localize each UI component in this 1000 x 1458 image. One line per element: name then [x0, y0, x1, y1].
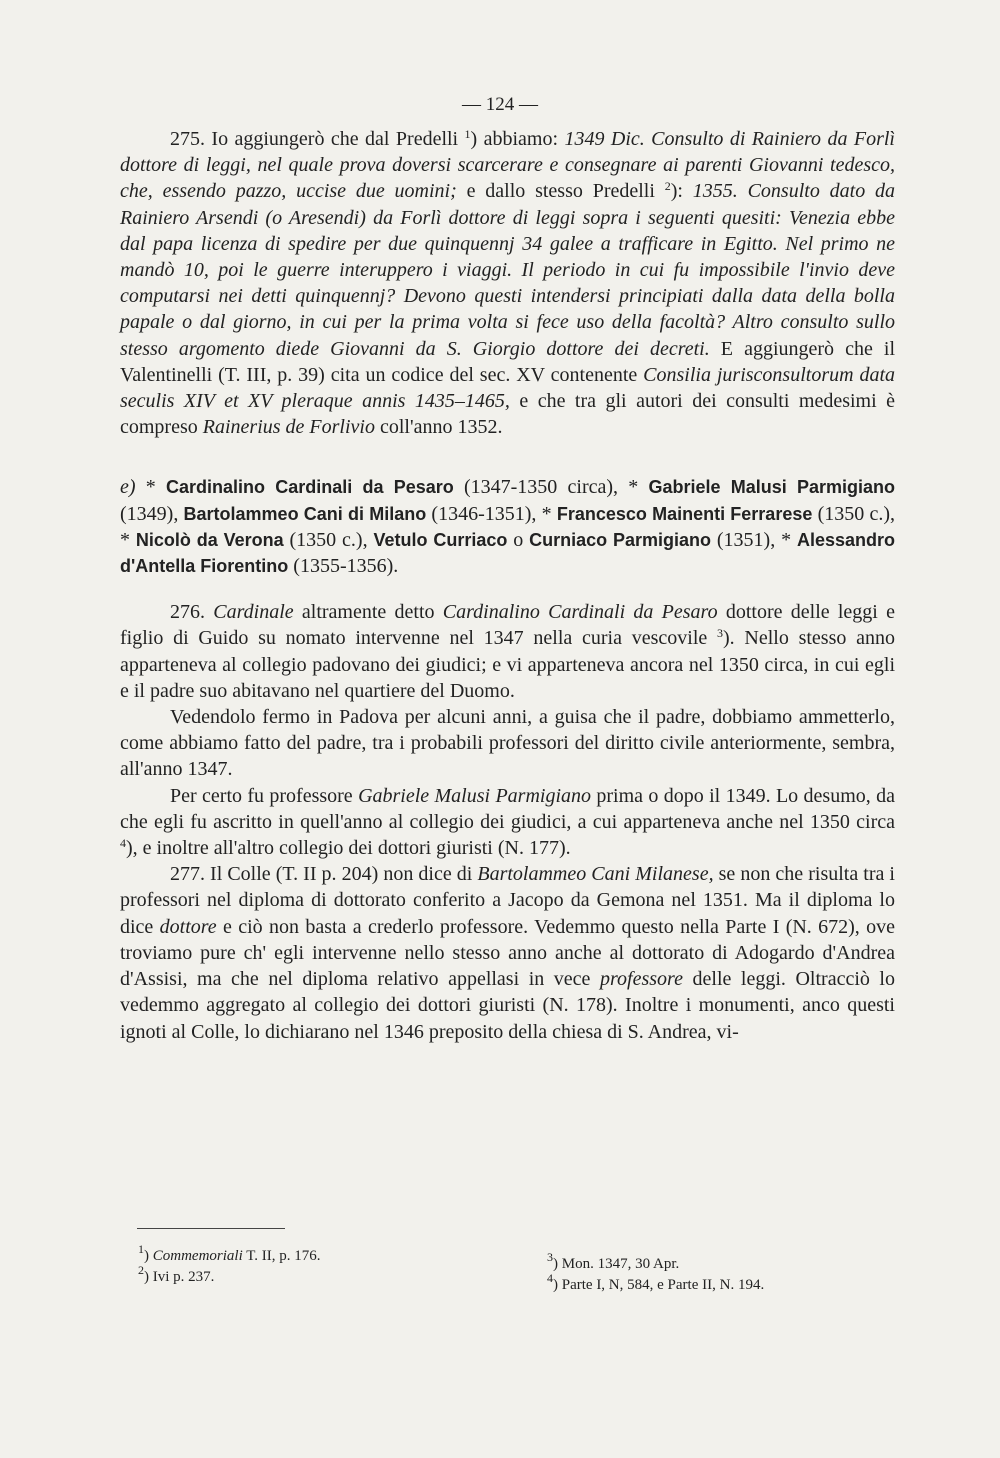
- text-run: (1346-1351), *: [426, 502, 557, 525]
- footnote-ref-4: 4: [120, 836, 126, 851]
- text-run: e dallo stesso Predelli: [456, 180, 665, 203]
- text-run: ) Mon. 1347, 30 Apr.: [553, 1256, 680, 1272]
- text-run: E aggiungerò che il Valentinelli (T. III, p. 39) cita un codice del sec. XV contenente: [120, 337, 896, 386]
- italic-run: Bartolammeo Cani Milanese,: [477, 863, 714, 886]
- text-run: e che tra gli autori dei consulti medesimi è compreso: [120, 390, 895, 439]
- footnotes-left: [138, 1242, 321, 1288]
- italic-run: professore: [600, 968, 683, 991]
- text-run: (1349),: [120, 502, 184, 525]
- text-run: ) abbiamo:: [470, 128, 565, 150]
- text-run: (1350 c.),: [283, 528, 374, 551]
- text-run: ), e inoltre all'altro collegio dei dottori giuristi (N. 177).: [126, 837, 571, 860]
- text-run: e ciò non basta a crederlo professore. Vedemmo questo nella Parte I (N. 672), ove troviamo pure ch' egli intervenne nello stesso anno anche al dottorato di Adogardo d'Andrea d'Assisi, ma che nel diploma relativo appellasi in vece: [120, 915, 895, 991]
- footnote-1: $^1$) Commemoriali T. II, p. 176.: [138, 1242, 321, 1264]
- paragraph-276-c: [120, 783, 895, 862]
- text-run: altramente detto: [293, 601, 443, 624]
- text-run: Ivi p. 237.: [149, 1269, 215, 1285]
- paragraph-277: [120, 861, 895, 1044]
- text-run: (1350 c.), *: [120, 502, 895, 551]
- italic-run: Gabriele Malusi Parmigiano: [358, 784, 591, 807]
- paragraph-276: [120, 599, 895, 704]
- text-run: (1355-1356).: [288, 555, 399, 578]
- text-run: dottore delle leggi e figlio di Guido su nomato intervenne nel 1347 nella curia vescovile: [120, 601, 896, 650]
- name-run: Francesco Mainenti Ferrarese: [556, 503, 813, 524]
- text-run: ) Parte I, N, 584, e Parte II, N. 194.: [553, 1277, 765, 1293]
- text-run: o: [507, 528, 530, 551]
- text-run: T. II, p. 176.: [242, 1248, 321, 1264]
- italic-run: dottore: [159, 915, 217, 938]
- text-run: prima o dopo il 1349. Lo desumo, da che egli fu ascritto in quell'anno al collegio dei giudici, a cui apparteneva anche nel 1350 circa: [120, 784, 895, 833]
- text-run: coll'anno 1352.: [374, 416, 503, 439]
- body-text: [120, 126, 895, 1045]
- name-run: Bartolammeo Cani di Milano: [183, 503, 427, 524]
- footnote-marker: 1: [138, 1242, 144, 1256]
- name-run: Cardinalino Cardinali da Pesaro: [166, 477, 454, 498]
- text-run: 275. Io aggiungerò che dal Predelli: [170, 128, 465, 150]
- footnotes-right: [547, 1250, 765, 1296]
- italic-run: 1355. Consulto dato da Rainiero Arsendi (o Aresendi) da Forlì dottore di leggi sopra i seguenti quesiti: Venezia ebbe dal papa licenza di spedire per due quinquennj 34 galee a trafficare in Egitto. Nel primo ne mandò 10, poi le guerre interuppero i viaggi. Il periodo in cui fu impossibile l'invio deve computarsi nei detti quinquennj? Devono questi intendersi principiati dalla data della bolla papale o dal giorno, in cui per la prima volta si fece uso della facoltà? Altro consulto sullo stesso argomento diede Giovanni da S. Giorgio dottore dei decreti.: [120, 180, 896, 360]
- italic-run: Cardinalino Cardinali da Pesaro: [442, 601, 718, 624]
- text-run: (1351), *: [711, 528, 797, 551]
- section-e-heading: [120, 474, 895, 579]
- text-run: (1347-1350 circa), *: [453, 476, 649, 499]
- text-run: 277. Il Colle (T. II p. 204) non dice di: [170, 863, 478, 886]
- footnote-3: [547, 1250, 764, 1275]
- text-run: ):: [670, 180, 693, 203]
- italic-run: Rainerius de Forlivio: [202, 416, 375, 439]
- text-run: delle leggi. Oltracciò lo vedemmo aggregato al collegio dei dottori giuristi (N. 178). Inoltre i monumenti, anco questi ignoti al Colle, lo dichiarano nel 1346 preposito della chiesa di S. Andrea, vi-: [120, 968, 895, 1043]
- name-run: Vetulo Curriaco: [373, 529, 508, 550]
- name-run: Gabriele Malusi Parmigiano: [648, 477, 896, 498]
- italic-run: Consilia jurisconsultorum data seculis XIV et XV pleraque annis 1435–1465,: [120, 363, 895, 413]
- italic-run: Cardinale: [213, 601, 294, 624]
- paragraph-275: [120, 126, 895, 440]
- footnote-2: $^2$) Ivi p. 237.: [138, 1263, 215, 1285]
- footnote-ref-2: 2: [664, 179, 671, 194]
- footnote-marker: 4: [547, 1271, 553, 1285]
- footnote-marker: 3: [547, 1250, 553, 1264]
- name-run: Curniaco Parmigiano: [529, 529, 712, 550]
- text-run: Per certo fu professore: [170, 784, 359, 807]
- text-run: se non che risulta tra i professori nel diploma di dottorato conferito a Jacopo da Gemona nel 1351. Ma il diploma lo dice: [120, 863, 895, 938]
- footnote-ref-3: 3: [717, 626, 724, 641]
- text-run: ). Nello stesso anno apparteneva al collegio padovano dei giudici; e vi apparteneva ancora nel 1350 circa, in cui egli e il padre suo abitavano nel quartiere del Duomo.: [120, 627, 895, 702]
- text-run: *: [135, 476, 166, 499]
- paragraph-276-b: Vedendolo fermo in Padova per alcuni anni, a guisa che il padre, dobbiamo ammetterlo, come abbiamo fatto del padre, tra i probabili professori del diritto civile anteriormente, sembra, all'anno 1347.: [120, 706, 895, 781]
- footnote-ref-1: 1: [464, 127, 471, 141]
- footnote-marker: 2: [138, 1263, 144, 1277]
- italic-run: Commemoriali: [152, 1248, 243, 1264]
- footnote-4: [547, 1271, 765, 1296]
- name-run: Nicolò da Verona: [135, 529, 284, 550]
- name-run: Alessandro d'Antella Fiorentino: [120, 529, 896, 577]
- italic-run: 1349 Dic. Consulto di Rainiero da Forlì dottore di leggi, nel quale prova doversi scarcerare e consegnare ai parenti Giovanni tedesco, che, essendo pazzo, uccise due uomini;: [120, 128, 895, 203]
- footnote-divider: [137, 1228, 285, 1229]
- page-number: — 124 —: [462, 94, 538, 115]
- text-run: 276.: [170, 601, 214, 624]
- section-label: e): [120, 476, 136, 499]
